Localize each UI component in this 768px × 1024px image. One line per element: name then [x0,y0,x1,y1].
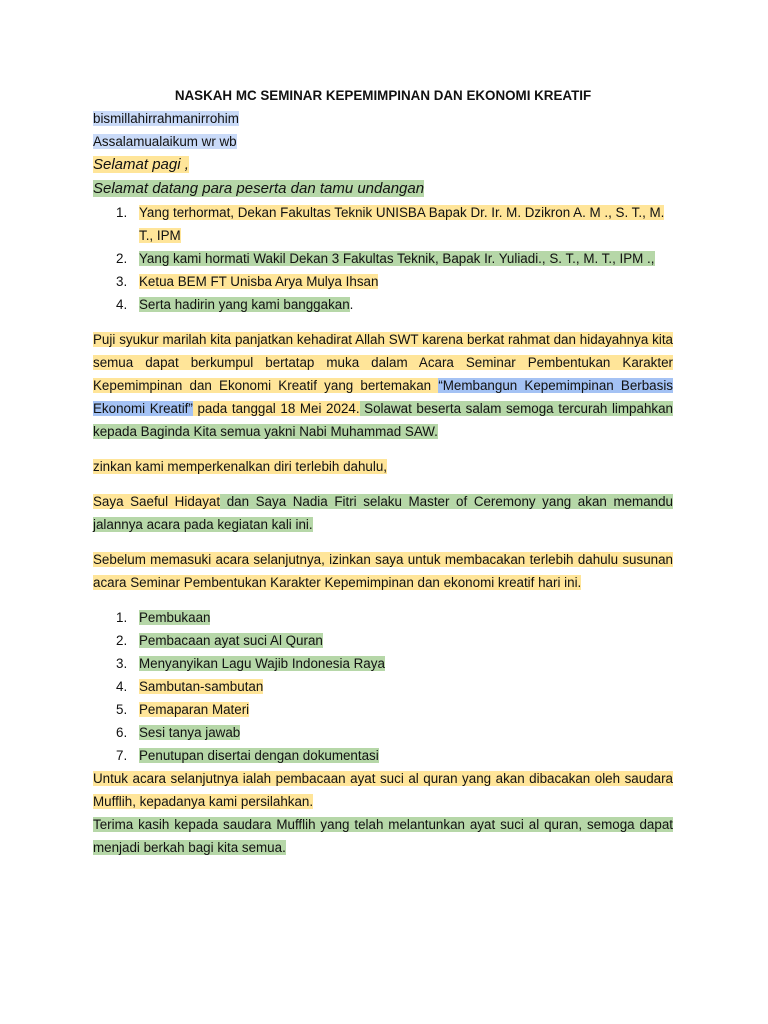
list-number: 2. [116,251,128,266]
agenda-text: Sambutan-sambutan [139,679,264,694]
terima-kasih-paragraph [93,813,673,859]
intro-text: dan Saya Nadia Fitri selaku Master of Ceremony yang akan memandu jalannya acara pada kegiatan kali ini. [93,494,673,532]
list-item [93,293,673,316]
list-item [93,698,673,721]
mc-name-1: Saya Saeful Hidayat [93,494,221,509]
list-number: 2. [116,633,128,648]
list-item [93,201,673,247]
list-item [93,606,673,629]
agenda-text: Penutupan disertai dengan dokumentasi [139,748,379,763]
puji-text: Puji syukur marilah kita panjatkan kehadirat Allah SWT karena berkat rahmat dan hidayahnya kita semua dapat berkumpul bertatap muka dalam Acara Seminar Pembentukan Karakter Kepemimpinan dan Ekonomi Kreatif yang bertemakan [93,332,673,393]
bismillah-line: bismillahirrahmanirrohim [93,111,239,126]
page-title: NASKAH MC SEMINAR KEPEMIMPINAN DAN EKONOMI KREATIF [174,88,592,103]
selanjutnya-text: Untuk acara selanjutnya ialah pembacaan ayat suci al quran yang akan dibacakan oleh saudara Mufflih, kepadanya kami persilahkan. [93,771,673,809]
document-body [93,86,673,859]
list-item [93,247,673,270]
list-item [93,721,673,744]
list-number: 4. [116,297,128,312]
salam-line: Assalamualaikum wr wb [93,134,237,149]
sebelum-text: Sebelum memasuki acara selanjutnya, izinkan saya untuk membacakan terlebih dahulu susunan acara Seminar Pembentukan Karakter Kepemimpinan dan ekonomi kreatif hari ini. [93,552,673,590]
intro-paragraph [93,490,673,536]
seminar-date: pada tanggal 18 Mei 2024. [192,401,360,416]
list-item [93,675,673,698]
solawat-text: Solawat beserta salam semoga tercurah limpahkan kepada Baginda Kita semua yakni Nabi Muhammad SAW. [93,401,673,439]
terima-kasih-text: Terima kasih kepada saudara Mufflih yang telah melantunkan ayat suci al quran, semoga dapat menjadi berkah bagi kita semua. [93,817,673,855]
list-number: 5. [116,702,128,717]
guest-text: Serta hadirin yang kami banggakan [139,297,350,312]
seminar-theme: “Membangun Kepemimpinan Berbasis Ekonomi Kreatif” [93,378,673,416]
guest-text-tail: . [349,297,354,312]
list-number: 3. [116,656,128,671]
list-item [93,629,673,652]
list-number: 1. [116,205,128,220]
guest-text: Ketua BEM FT Unisba Arya Mulya Ihsan [139,274,379,289]
agenda-text: Sesi tanya jawab [139,725,241,740]
agenda-text: Menyanyikan Lagu Wajib Indonesia Raya [139,656,385,671]
agenda-text: Pembukaan [139,610,211,625]
selanjutnya-paragraph [93,767,673,813]
list-number: 1. [116,610,128,625]
guest-text: Yang terhormat, Dekan Fakultas Teknik UNISBA Bapak Dr. Ir. M. Dzikron A. M ., S. T., M. T., IPM [139,205,665,243]
list-number: 4. [116,679,128,694]
agenda-text: Pembacaan ayat suci Al Quran [139,633,323,648]
selamat-datang-line: Selamat datang para peserta dan tamu undangan [93,180,425,197]
agenda-list [93,606,673,767]
list-item [93,270,673,293]
izin-line: zinkan kami memperkenalkan diri terlebih dahulu, [93,459,387,474]
opening-paragraph [93,328,673,443]
list-number: 3. [116,274,128,289]
guest-list [93,201,673,316]
selamat-pagi-line: Selamat pagi , [93,156,189,173]
list-item [93,744,673,767]
list-item [93,652,673,675]
agenda-intro-paragraph [93,548,673,594]
guest-text: Yang kami hormati Wakil Dekan 3 Fakultas Teknik, Bapak Ir. Yuliadi., S. T., M. T., IPM ., [139,251,655,266]
list-number: 6. [116,725,128,740]
agenda-text: Pemaparan Materi [139,702,250,717]
list-number: 7. [116,748,128,763]
